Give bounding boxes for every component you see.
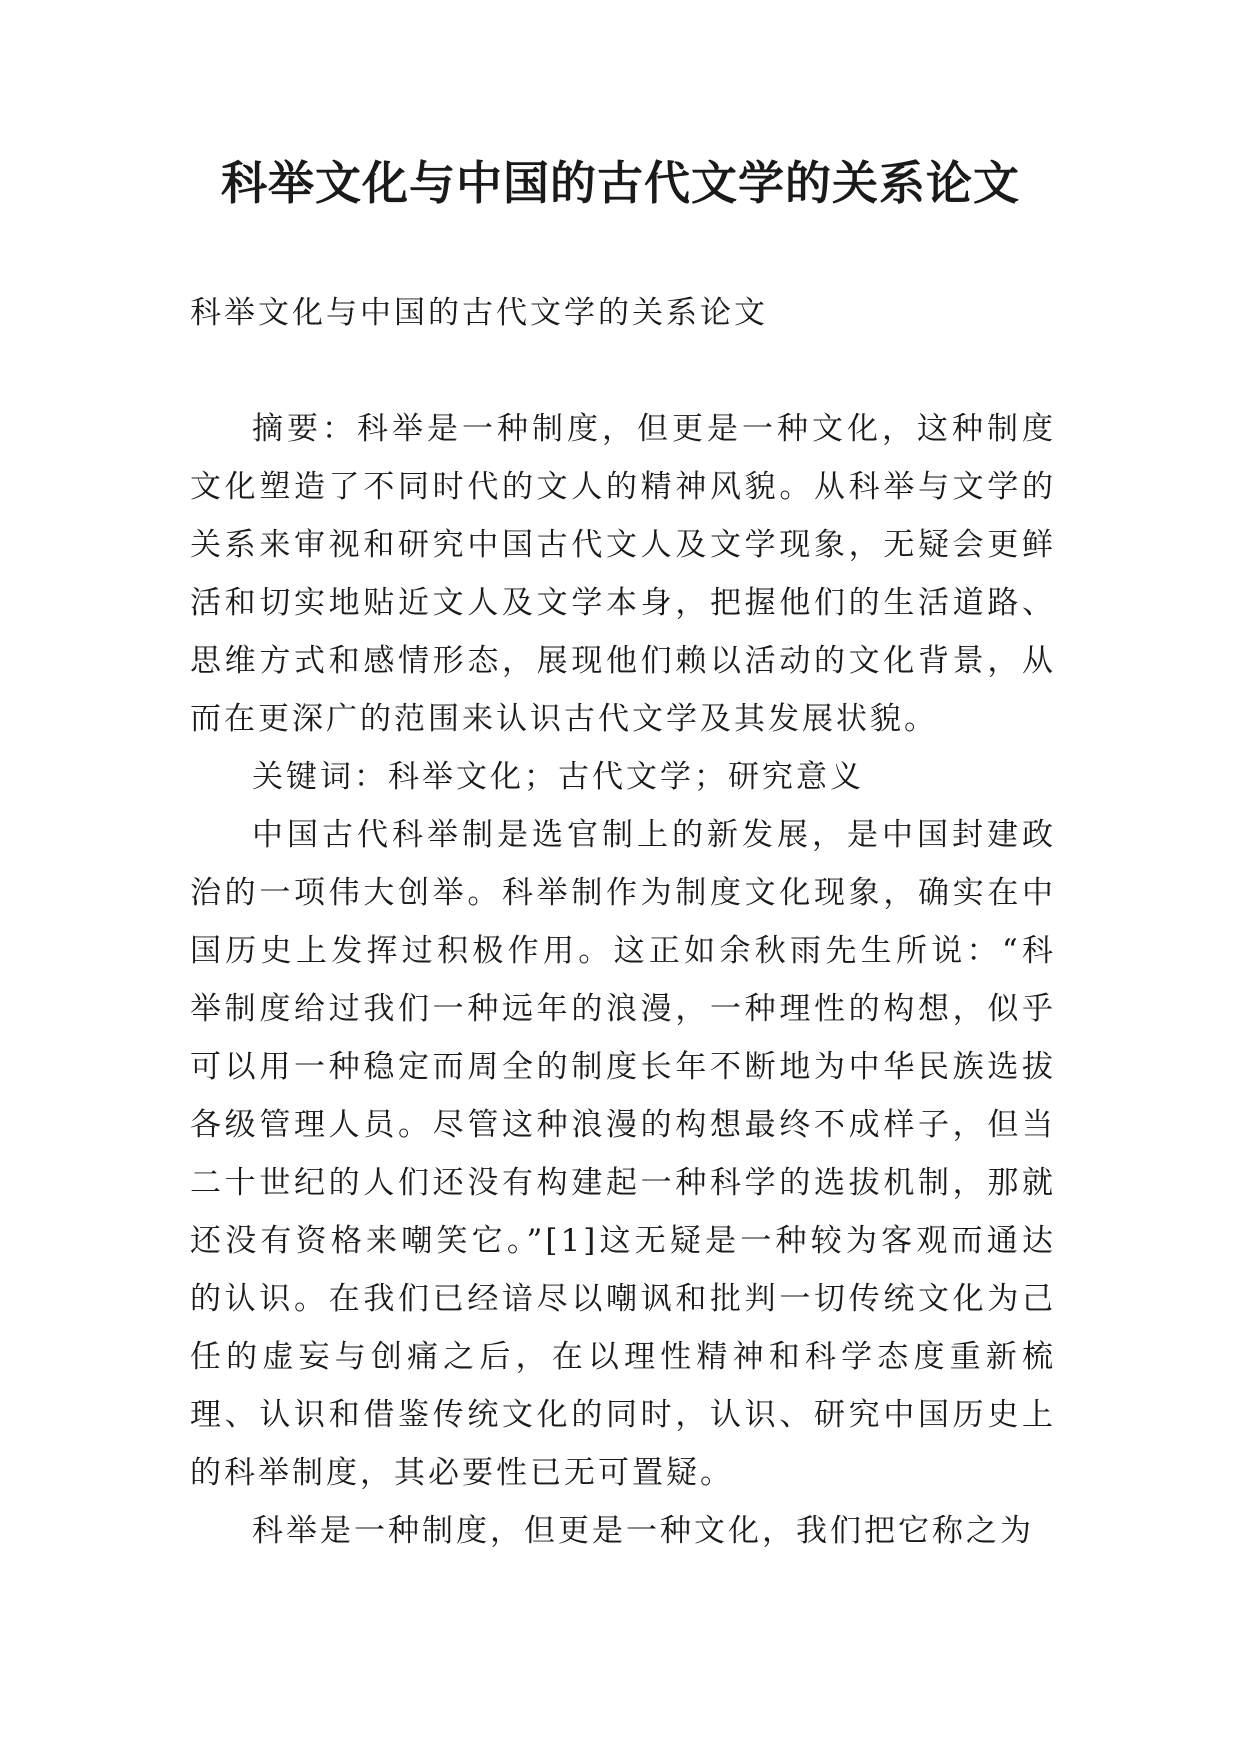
abstract-paragraph: 摘要：科举是一种制度，但更是一种文化，这种制度文化塑造了不同时代的文人的精神风貌。从科举与文学的关系来审视和研究中国古代文人及文学现象，无疑会更鲜活和切实地贴近文人及文学本身，把握他们的生活道路、思维方式和感情形态，展现他们赖以活动的文化背景，从而在更深广的范围来认识古代文学及其发展状貌。: [190, 411, 1056, 737]
document-subtitle: 科举文化与中国的古代文学的关系论文: [190, 295, 768, 331]
body-paragraph: 中国古代科举制是选官制上的新发展，是中国封建政治的一项伟大创举。科举制作为制度文化现象，确实在中国历史上发挥过积极作用。这正如余秋雨先生所说：“科举制度给过我们一种远年的浪漫，一种理性的构想，似乎可以用一种稳定而周全的制度长年不断地为中华民族选拔各级管理人员。尽管这种浪漫的构想最终不成样子，但当二十世纪的人们还没有构建起一种科学的选拔机制，那就还没有资格来嘲笑它。”[1]这无疑是一种较为客观而通达的认识。在我们已经谙尽以嘲讽和批判一切传统文化为己任的虚妄与创痛之后，在以理性精神和科学态度重新梳理、认识和借鉴传统文化的同时，认识、研究中国历史上的科举制度，其必要性已无可置疑。: [190, 817, 1056, 1491]
document-body: [190, 284, 1056, 1560]
body-paragraph: 科举是一种制度，但更是一种文化，我们把它称之为: [252, 1513, 1034, 1549]
keywords-paragraph: 关键词：科举文化；古代文学；研究意义: [252, 759, 864, 795]
document-title: 科举文化与中国的古代文学的关系论文: [221, 156, 1020, 210]
